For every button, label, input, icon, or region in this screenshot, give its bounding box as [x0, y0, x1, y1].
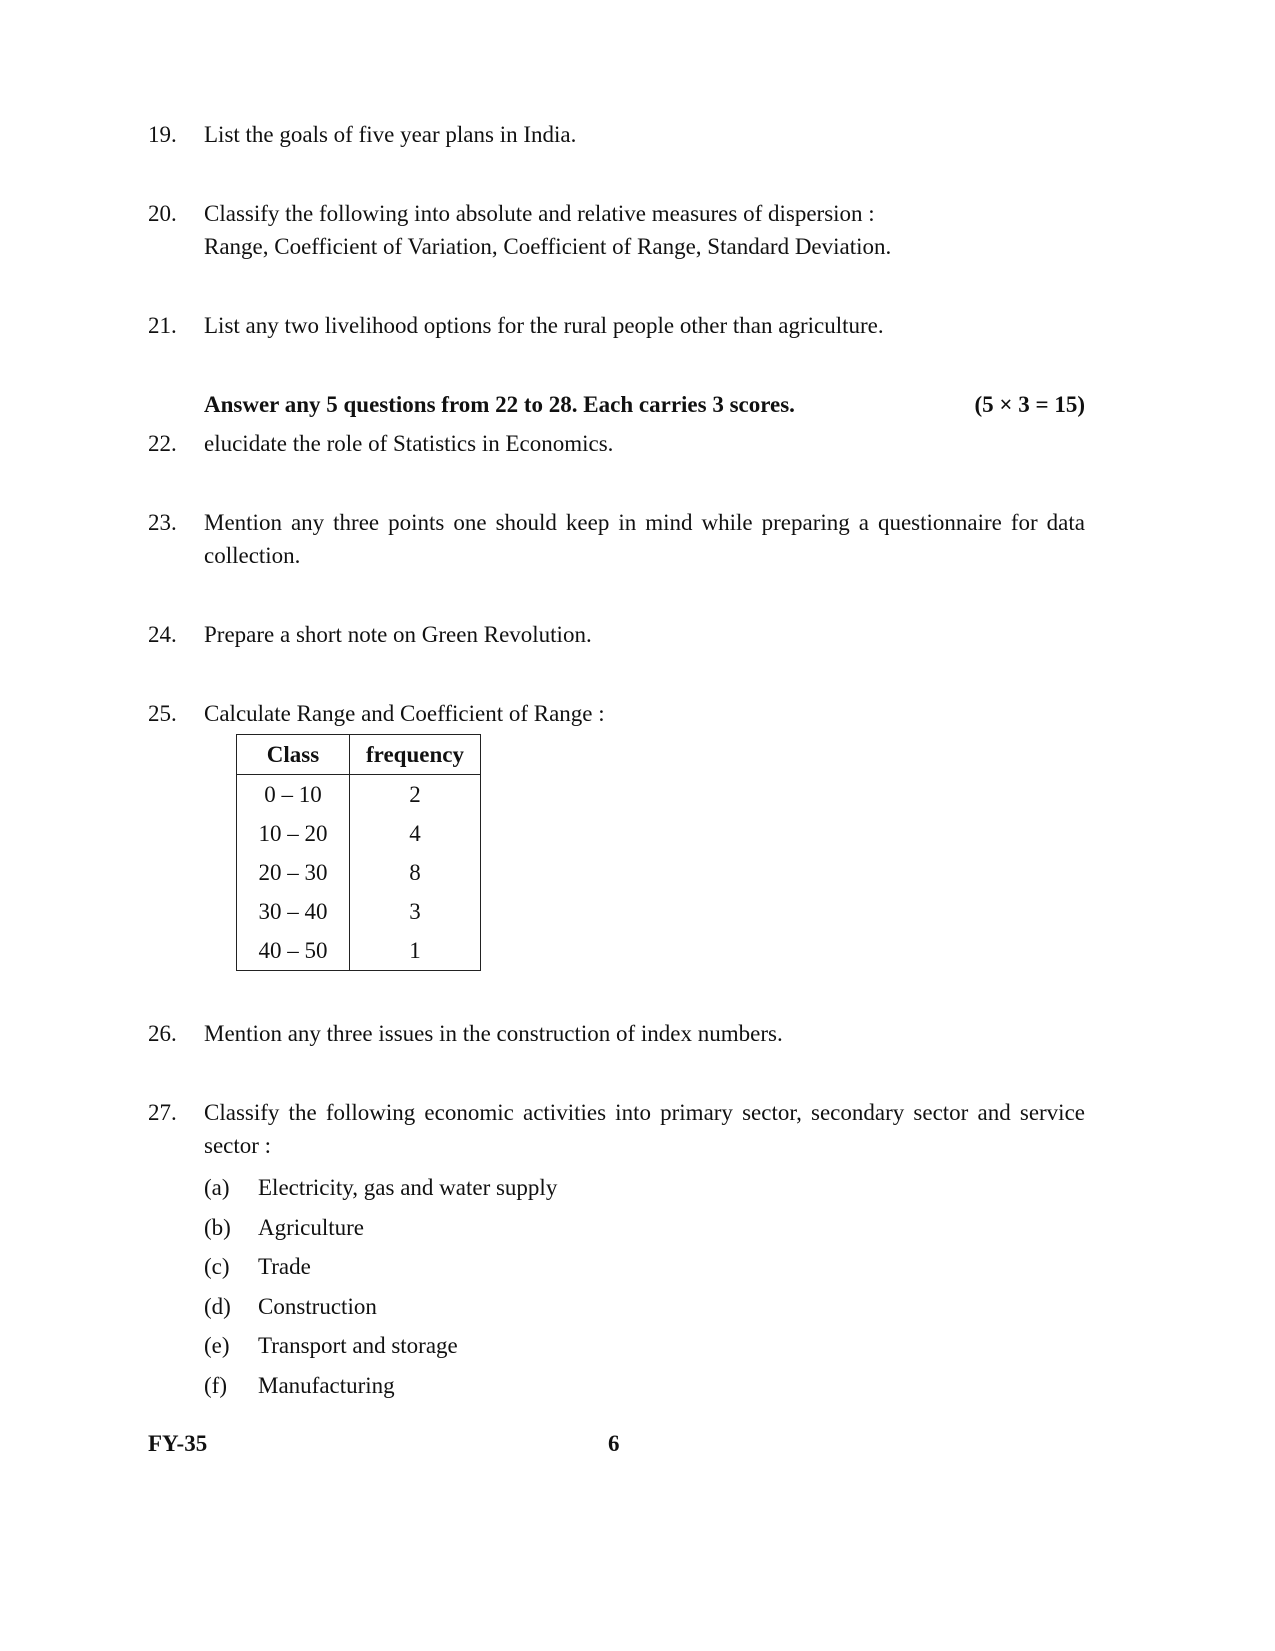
table-row	[237, 931, 481, 971]
table-row	[237, 892, 481, 931]
question-number: 26.	[148, 1021, 177, 1046]
table-row	[237, 775, 481, 815]
paper-code: FY-35	[148, 1431, 208, 1456]
question-number: 23.	[148, 510, 177, 535]
frequency-cell: 2	[350, 775, 481, 815]
option-text: Trade	[258, 1254, 311, 1279]
question-19	[148, 118, 1085, 151]
option-text: Electricity, gas and water supply	[258, 1175, 558, 1200]
section-instruction	[148, 388, 1085, 421]
frequency-cell: 1	[350, 931, 481, 971]
question-text: List the goals of five year plans in India.	[204, 122, 577, 147]
option-text: Construction	[258, 1293, 377, 1319]
option-label: (f)	[204, 1372, 227, 1398]
class-cell: 0 – 10	[237, 775, 350, 815]
option-label: (b)	[204, 1214, 231, 1240]
question-26	[148, 1017, 1085, 1050]
question-22	[148, 427, 1085, 460]
question-23	[148, 506, 1085, 572]
question-text: Calculate Range and Coefficient of Range :	[204, 701, 605, 726]
question-number: 25.	[148, 701, 177, 726]
option-label: (d)	[204, 1293, 231, 1319]
frequency-cell: 8	[350, 853, 481, 892]
page-number: 6	[608, 1431, 620, 1456]
question-21	[148, 309, 1085, 342]
frequency-cell: 3	[350, 892, 481, 931]
option-item	[204, 1208, 1085, 1248]
question-text: Prepare a short note on Green Revolution.	[204, 622, 592, 647]
question-number: 22.	[148, 431, 177, 456]
question-24	[148, 618, 1085, 651]
option-text: Manufacturing	[258, 1372, 395, 1398]
class-cell: 10 – 20	[237, 814, 350, 853]
question-number: 21.	[148, 313, 177, 338]
question-20	[148, 197, 1085, 263]
question-25	[148, 697, 1085, 971]
option-text: Transport and storage	[258, 1333, 458, 1358]
question-text: Mention any three points one should keep in mind while preparing a questionnaire for data collection.	[204, 510, 1085, 568]
option-item	[204, 1247, 1085, 1287]
table-header-class: Class	[237, 735, 350, 775]
option-label: (c)	[204, 1254, 230, 1279]
instruction-text: Answer any 5 questions from 22 to 28. Each carries 3 scores.	[204, 392, 795, 417]
option-item	[204, 1287, 1085, 1327]
question-text-line2: Range, Coefficient of Variation, Coefficient of Range, Standard Deviation.	[204, 234, 892, 259]
table-row	[237, 814, 481, 853]
option-item	[204, 1366, 1085, 1406]
frequency-table	[236, 734, 481, 971]
question-number: 20.	[148, 201, 177, 226]
class-cell: 20 – 30	[237, 853, 350, 892]
frequency-cell: 4	[350, 814, 481, 853]
option-label: (e)	[204, 1333, 230, 1358]
question-text: Mention any three issues in the construction of index numbers.	[204, 1021, 783, 1046]
question-text: elucidate the role of Statistics in Economics.	[204, 431, 614, 456]
question-number: 19.	[148, 122, 177, 147]
question-text: Classify the following economic activities into primary sector, secondary sector and service sector :	[204, 1100, 1085, 1158]
class-cell: 40 – 50	[237, 931, 350, 971]
question-number: 24.	[148, 622, 177, 647]
table-header-frequency: frequency	[350, 735, 481, 775]
option-item	[204, 1168, 1085, 1208]
table-row	[237, 853, 481, 892]
question-text: Classify the following into absolute and relative measures of dispersion :	[204, 201, 875, 226]
instruction-marks: (5 × 3 = 15)	[974, 392, 1085, 417]
question-27	[148, 1096, 1085, 1405]
class-cell: 30 – 40	[237, 892, 350, 931]
question-text: List any two livelihood options for the rural people other than agriculture.	[204, 313, 884, 338]
question-number: 27.	[148, 1100, 177, 1125]
option-list	[204, 1168, 1085, 1405]
page-footer	[148, 1431, 1085, 1457]
option-item	[204, 1326, 1085, 1366]
option-label: (a)	[204, 1175, 230, 1200]
option-text: Agriculture	[258, 1214, 365, 1240]
